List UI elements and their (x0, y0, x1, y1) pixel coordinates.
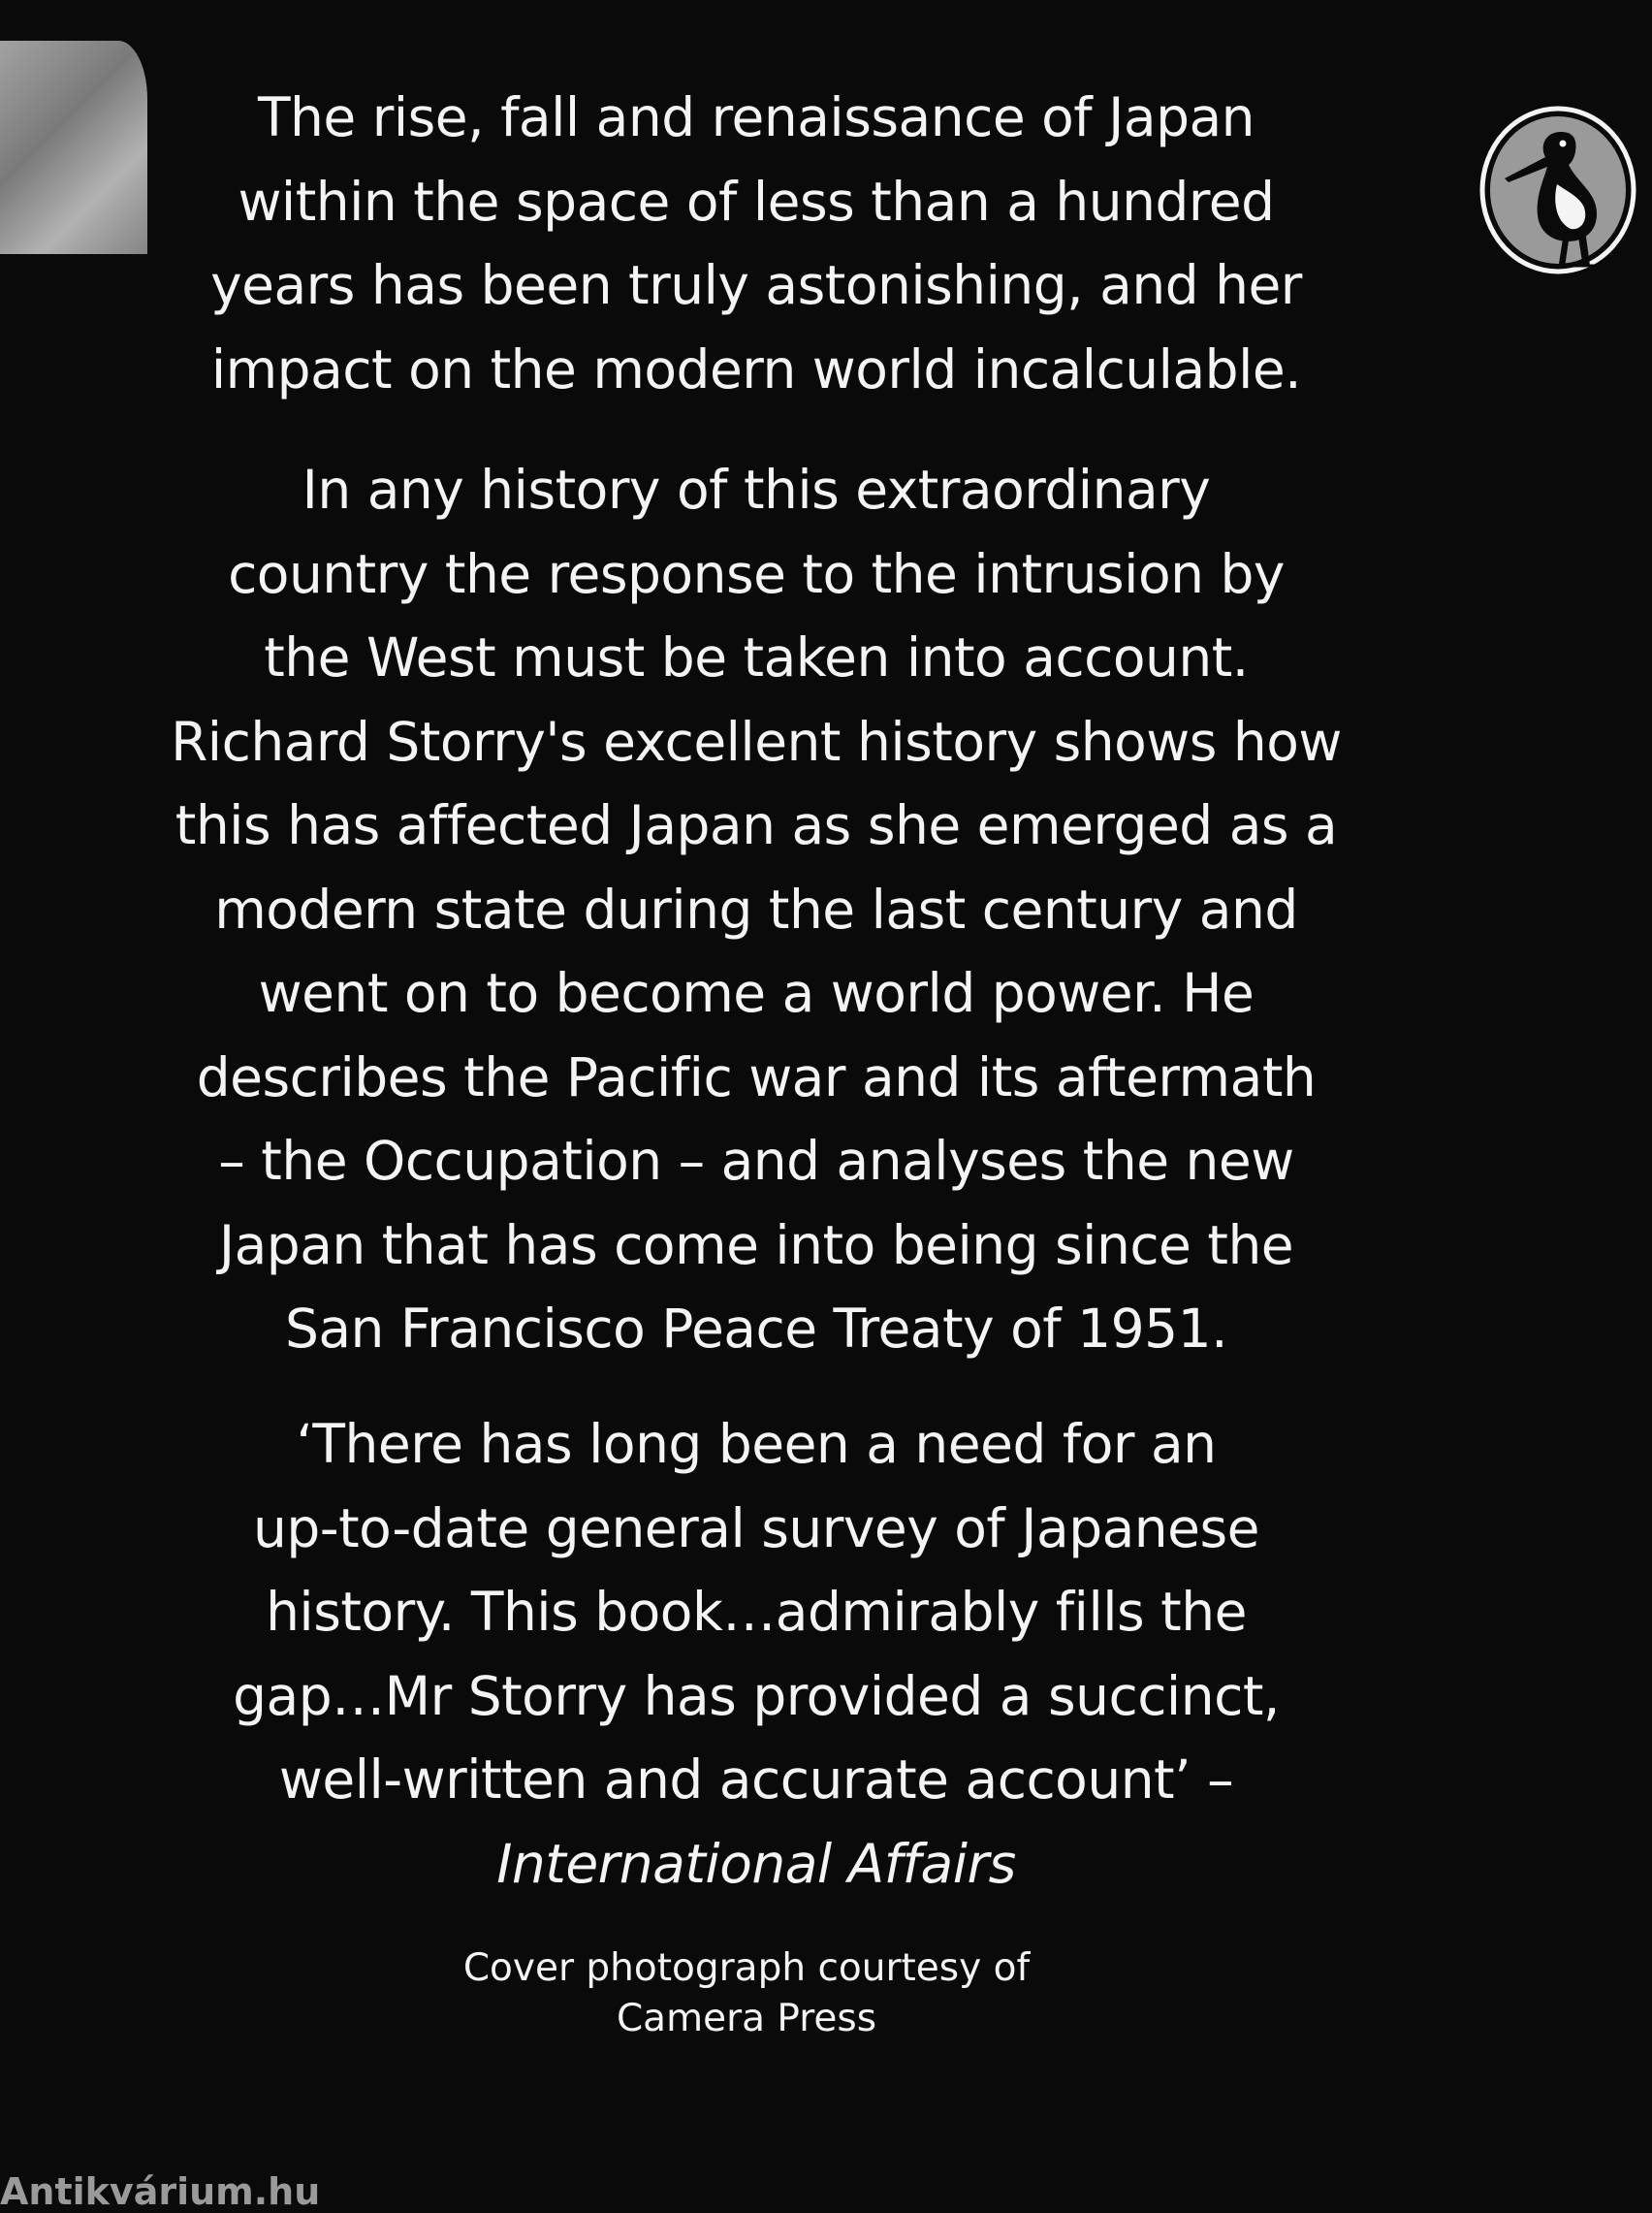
review-quote (39, 1402, 1474, 1906)
blurb-line: modern state during the last century and (214, 878, 1298, 941)
watermark: Antikvárium.hu (0, 2170, 321, 2213)
blurb-paragraph-2 (39, 448, 1474, 1371)
blurb-line: country the response to the intrusion by (228, 542, 1285, 605)
review-line: up-to-date general survey of Japanese (253, 1496, 1259, 1559)
blurb-line: impact on the modern world incalculable. (210, 337, 1302, 401)
blurb-line: years has been truly astonishing, and her (210, 254, 1302, 316)
blurb-paragraph-1 (39, 76, 1474, 411)
blurb-line: San Francisco Peace Treaty of 1951. (284, 1298, 1228, 1360)
review-source: International Affairs (496, 1832, 1016, 1895)
blurb-line: within the space of less than a hundred (238, 170, 1275, 233)
review-line: well-written and accurate account’ – (278, 1748, 1234, 1811)
blurb-line: Japan that has come into being since the (218, 1213, 1294, 1276)
blurb-line: went on to become a world power. He (258, 962, 1255, 1024)
blurb-line: In any history of this extraordinary (302, 459, 1211, 521)
review-line: ‘There has long been a need for an (296, 1413, 1217, 1475)
blurb-line: – the Occupation – and analyses the new (218, 1130, 1294, 1192)
review-line: gap…Mr Storry has provided a succinct, (233, 1664, 1280, 1727)
credit-line: Cover photograph courtesy of (462, 1946, 1031, 1990)
review-line: history. This book…admirably fills the (266, 1581, 1247, 1643)
pelican-icon (1476, 103, 1640, 277)
blurb-line: The rise, fall and renaissance of Japan (257, 86, 1255, 148)
blurb-line: the West must be taken into account. (264, 626, 1249, 689)
photo-credit (427, 1943, 1066, 2044)
blurb-line: describes the Pacific war and its aftermath (196, 1045, 1317, 1108)
credit-line: Camera Press (616, 1997, 877, 2040)
blurb-line: Richard Storry's excellent history shows how (171, 710, 1342, 773)
blurb-line: this has affected Japan as she emerged as a (175, 794, 1338, 856)
